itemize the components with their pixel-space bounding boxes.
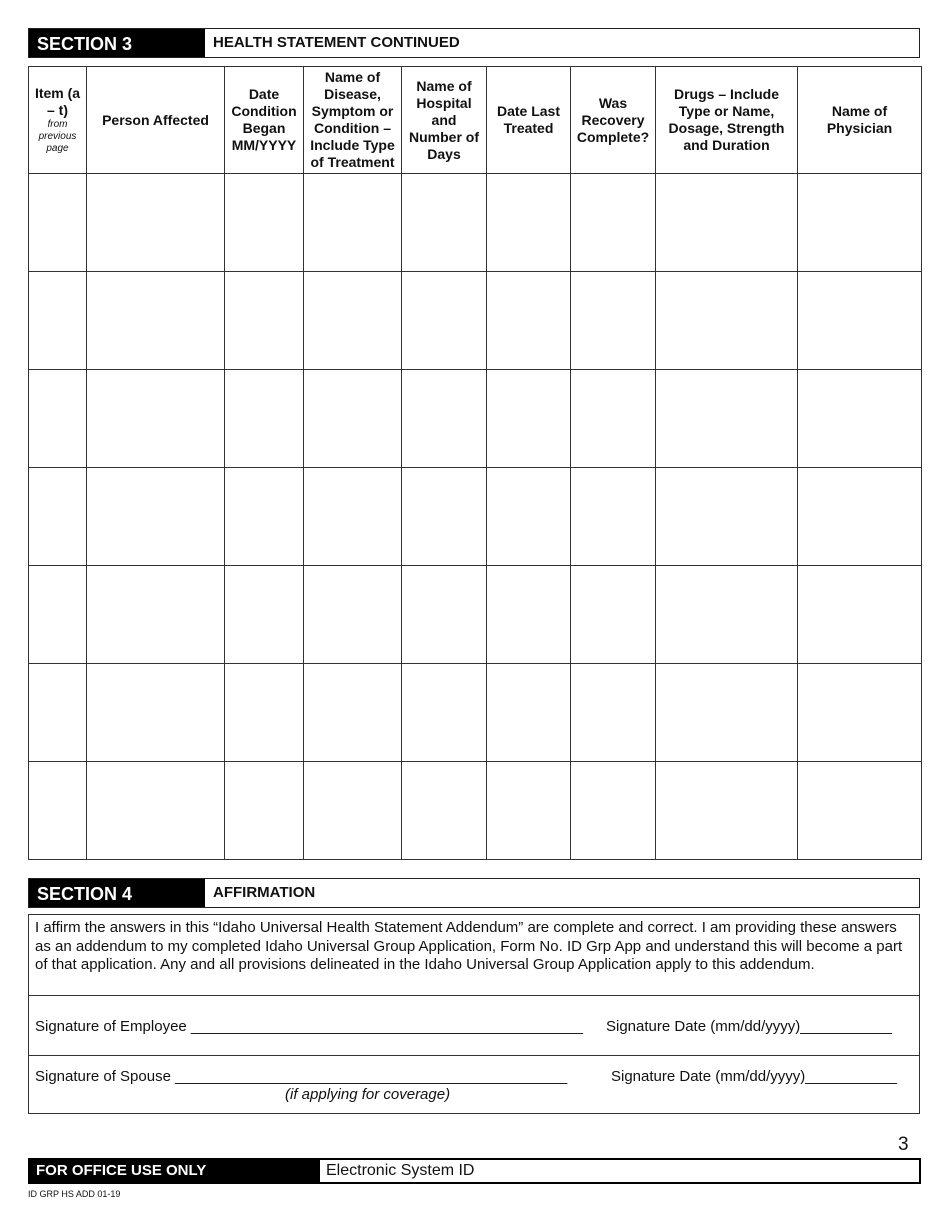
table-cell[interactable] — [656, 468, 798, 566]
employee-signature-row — [29, 996, 919, 1056]
table-row — [29, 468, 922, 566]
table-cell[interactable] — [402, 566, 487, 664]
table-cell[interactable] — [571, 272, 656, 370]
table-cell[interactable] — [402, 468, 487, 566]
table-cell[interactable] — [402, 272, 487, 370]
table-cell[interactable] — [225, 370, 304, 468]
table-cell[interactable] — [225, 664, 304, 762]
section-4-label: SECTION 4 — [29, 879, 205, 907]
column-header-drugs: Drugs – Include Type or Name, Dosage, Strength and Duration — [656, 67, 798, 174]
table-cell[interactable] — [29, 272, 87, 370]
column-header-sub: from previous page — [38, 119, 77, 154]
spouse-signature-note: (if applying for coverage) — [285, 1086, 451, 1103]
table-cell[interactable] — [487, 370, 571, 468]
page-number: 3 — [898, 1134, 909, 1155]
table-cell[interactable] — [402, 370, 487, 468]
table-cell[interactable] — [87, 762, 225, 860]
table-cell[interactable] — [571, 174, 656, 272]
table-cell[interactable] — [87, 174, 225, 272]
table-row — [29, 762, 922, 860]
electronic-system-id-field[interactable]: Electronic System ID — [326, 1162, 475, 1179]
table-cell[interactable] — [656, 272, 798, 370]
column-header-date-began: Date Condition Began MM/YYYY — [225, 67, 304, 174]
section-3-label: SECTION 3 — [29, 29, 205, 57]
table-cell[interactable] — [487, 272, 571, 370]
table-cell[interactable] — [798, 762, 922, 860]
table-cell[interactable] — [304, 272, 402, 370]
table-cell[interactable] — [304, 370, 402, 468]
table-cell[interactable] — [87, 566, 225, 664]
column-header-physician: Name of Physician — [798, 67, 922, 174]
table-cell[interactable] — [656, 566, 798, 664]
table-cell[interactable] — [571, 762, 656, 860]
table-row — [29, 664, 922, 762]
table-row — [29, 566, 922, 664]
table-cell[interactable] — [656, 762, 798, 860]
table-cell[interactable] — [571, 370, 656, 468]
table-cell[interactable] — [487, 664, 571, 762]
table-cell[interactable] — [798, 468, 922, 566]
table-cell[interactable] — [87, 468, 225, 566]
column-header-person-affected: Person Affected — [87, 67, 225, 174]
table-row — [29, 174, 922, 272]
table-cell[interactable] — [487, 174, 571, 272]
table-cell[interactable] — [402, 762, 487, 860]
table-cell[interactable] — [225, 762, 304, 860]
table-cell[interactable] — [225, 272, 304, 370]
table-cell[interactable] — [656, 174, 798, 272]
column-header-hospital: Name of Hospital and Number of Days — [402, 67, 487, 174]
affirmation-text: I affirm the answers in this “Idaho Universal Health Statement Addendum” are complete and correct. I am providing these answers as an addendum to my completed Idaho Universal Group Application, Form No. ID Grp App and understand this will become a part of that application. Any and all provisions delineated in the Idaho Universal Group Application apply to this addendum. — [29, 915, 919, 996]
section-4-title: AFFIRMATION — [213, 884, 316, 901]
table-cell[interactable] — [225, 468, 304, 566]
table-cell[interactable] — [304, 174, 402, 272]
table-cell[interactable] — [487, 762, 571, 860]
table-cell[interactable] — [304, 468, 402, 566]
table-cell[interactable] — [29, 370, 87, 468]
table-cell[interactable] — [656, 370, 798, 468]
office-use-bar — [28, 1158, 921, 1184]
table-header-row — [29, 67, 922, 174]
spouse-signature-field[interactable]: Signature of Spouse _______________________________________________ — [35, 1068, 568, 1085]
table-cell[interactable] — [304, 762, 402, 860]
table-body — [29, 174, 922, 860]
table-cell[interactable] — [487, 468, 571, 566]
table-cell[interactable] — [571, 664, 656, 762]
table-cell[interactable] — [798, 370, 922, 468]
table-cell[interactable] — [29, 762, 87, 860]
table-cell[interactable] — [571, 566, 656, 664]
table-row — [29, 370, 922, 468]
table-cell[interactable] — [87, 272, 225, 370]
section-3-header — [28, 28, 920, 58]
table-cell[interactable] — [402, 174, 487, 272]
table-cell[interactable] — [87, 370, 225, 468]
table-cell[interactable] — [87, 664, 225, 762]
table-cell[interactable] — [798, 664, 922, 762]
table-cell[interactable] — [225, 566, 304, 664]
form-code: ID GRP HS ADD 01-19 — [28, 1189, 121, 1199]
employee-signature-date-field[interactable]: Signature Date (mm/dd/yyyy)___________ — [606, 1018, 892, 1035]
table-cell[interactable] — [571, 468, 656, 566]
table-cell[interactable] — [304, 566, 402, 664]
table-cell[interactable] — [798, 174, 922, 272]
table-cell[interactable] — [29, 664, 87, 762]
table-cell[interactable] — [798, 566, 922, 664]
table-cell[interactable] — [304, 664, 402, 762]
table-cell[interactable] — [402, 664, 487, 762]
spouse-signature-date-field[interactable]: Signature Date (mm/dd/yyyy)___________ — [611, 1068, 897, 1085]
table-cell[interactable] — [29, 174, 87, 272]
section-3-title: HEALTH STATEMENT CONTINUED — [213, 34, 460, 51]
health-statement-table — [28, 66, 922, 860]
affirmation-box — [28, 914, 920, 1114]
table-cell[interactable] — [656, 664, 798, 762]
column-header-label: Item (a – t) — [34, 85, 81, 118]
section-4-header — [28, 878, 920, 908]
spouse-signature-row — [29, 1056, 919, 1114]
table-cell[interactable] — [29, 566, 87, 664]
column-header-recovery: Was Recovery Complete? — [571, 67, 656, 174]
column-header-date-last-treated: Date Last Treated — [487, 67, 571, 174]
table-cell[interactable] — [29, 468, 87, 566]
table-cell[interactable] — [225, 174, 304, 272]
column-header-item — [29, 67, 87, 174]
column-header-disease: Name of Disease, Symptom or Condition – Include Type of Treatment — [304, 67, 402, 174]
table-cell[interactable] — [798, 272, 922, 370]
table-cell[interactable] — [487, 566, 571, 664]
office-use-label: FOR OFFICE USE ONLY — [30, 1160, 320, 1182]
table-row — [29, 272, 922, 370]
employee-signature-field[interactable]: Signature of Employee _______________________________________________ — [35, 1018, 584, 1035]
